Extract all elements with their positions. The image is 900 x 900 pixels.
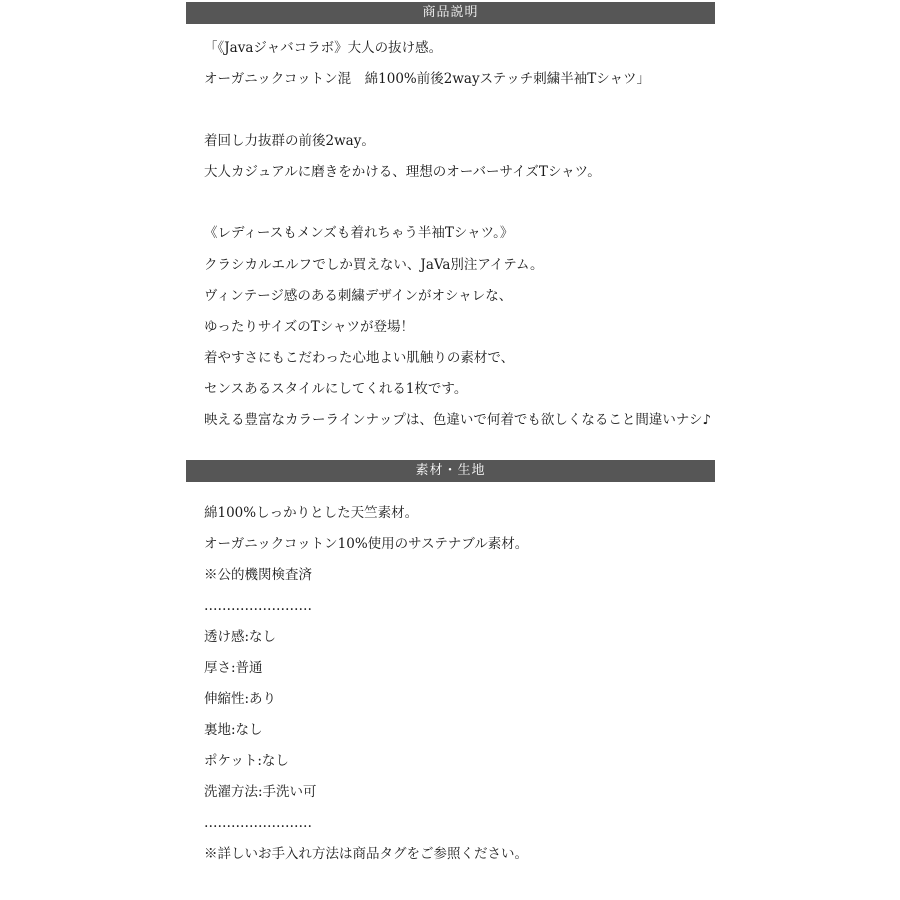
description-line-8: ゆったりサイズのTシャツが登場！ bbox=[204, 319, 415, 335]
material-divider-1: …………………… bbox=[204, 598, 312, 614]
description-line-1: 「《Javaジャバコラボ》大人の抜け感。 bbox=[204, 40, 443, 56]
description-line-6: クラシカルエルフでしか買えない、JaVa別注アイテム。 bbox=[204, 257, 544, 273]
description-line-2: オーガニックコットン混 綿100%前後2wayステッチ刺繍半袖Tシャツ」 bbox=[204, 71, 651, 87]
description-line-11: 映える豊富なカラーラインナップは、色違いで何着でも欲しくなること間違いナシ♪ bbox=[204, 412, 712, 428]
description-line-9: 着やすさにもこだわった心地よい肌触りの素材で、 bbox=[204, 350, 515, 366]
description-line-5: 《レディースもメンズも着れちゃう半袖Tシャツ。》 bbox=[204, 225, 514, 241]
description-line-10: センスあるスタイルにしてくれる1枚です。 bbox=[204, 381, 468, 397]
material-line-washing: 洗濯方法:手洗い可 bbox=[204, 784, 317, 800]
material-line-2: オーガニックコットン10%使用のサステナブル素材。 bbox=[204, 536, 529, 552]
description-line-4: 大人カジュアルに磨きをかける、理想のオーバーサイズTシャツ。 bbox=[204, 164, 601, 180]
material-section-header: 素材・生地 bbox=[186, 460, 715, 482]
material-line-stretch: 伸縮性:あり bbox=[204, 691, 277, 707]
description-section-header: 商品説明 bbox=[186, 2, 715, 24]
material-line-pocket: ポケット:なし bbox=[204, 753, 289, 769]
material-divider-2: …………………… bbox=[204, 815, 312, 831]
material-line-1: 綿100%しっかりとした天竺素材。 bbox=[204, 505, 419, 521]
material-line-3: ※公的機関検査済 bbox=[204, 567, 312, 583]
material-line-lining: 裏地:なし bbox=[204, 722, 263, 738]
description-line-3: 着回し力抜群の前後2way。 bbox=[204, 133, 375, 149]
description-line-7: ヴィンテージ感のある刺繍デザインがオシャレな、 bbox=[204, 288, 513, 304]
material-line-thickness: 厚さ:普通 bbox=[204, 660, 263, 676]
material-line-transparency: 透け感:なし bbox=[204, 629, 277, 645]
material-line-care-note: ※詳しいお手入れ方法は商品タグをご参照ください。 bbox=[204, 846, 528, 862]
